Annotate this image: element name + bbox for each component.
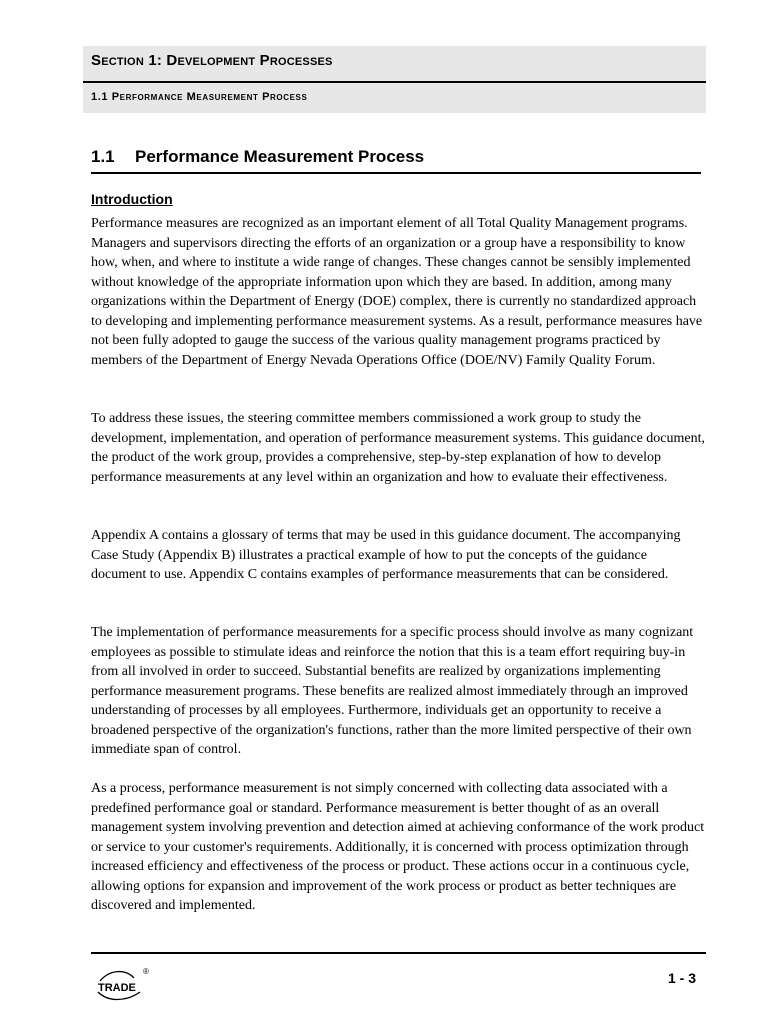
footer-divider xyxy=(91,952,706,954)
page-number: 1 - 3 xyxy=(668,970,697,986)
page-title xyxy=(91,147,701,174)
trade-logo xyxy=(96,964,156,1004)
paragraph-work-group: To address these issues, the steering committee members commissioned a work group to study the development, implementation, and operation of performance measurement systems. This guidance document, the product of the work group, provides a comprehensive, step-by-step explanation of how to develop performance measurements at any level within an organization and how to evaluate their effectiveness. xyxy=(91,411,706,485)
heading-number: 1.1 xyxy=(91,147,115,166)
introduction-heading: Introduction xyxy=(91,191,173,207)
paragraph-process: As a process, performance measurement is not simply concerned with collecting data associated with a predefined performance goal or standard. Performance measurement is better thought of as an overall management system involving prevention and detection aimed at achieving conformance of the work product or service to your customer's requirements. Additionally, it is concerned with process optimization through increased efficiency and effectiveness of the process or product. These actions occur in a continuous cycle, allowing options for expansion and improvement of the work process or product as better techniques are discovered and implemented. xyxy=(91,781,705,913)
section-title: Section 1: Development Processes xyxy=(91,52,333,69)
subsection-title: 1.1 Performance Measurement Process xyxy=(91,91,308,103)
registered-mark: ® xyxy=(143,967,149,976)
logo-text: TRADE xyxy=(98,982,136,994)
header-divider xyxy=(83,81,706,83)
paragraph-implementation: The implementation of performance measurements for a specific process should involve as many cognizant employees as possible to stimulate ideas and reinforce the notion that this is a team effort requiring buy-in from all involved in order to succeed. Substantial benefits are realized by organizations implementing performance measurement programs. These benefits are realized almost immediately through an improved understanding of processes by all employees. Furthermore, individuals get an opportunity to receive a broadened perspective of the organization's functions, rather than the more limited perspective of their own immediate span of control. xyxy=(91,625,694,757)
paragraph-intro: Performance measures are recognized as an important element of all Total Quality Management programs. Managers and supervisors directing the efforts of an organization or a group have a responsibility to know how, when, and where to institute a wide range of changes. These changes cannot be sensibly implemented without knowledge of the appropriate information upon which they are based. In addition, among many organizations within the Department of Energy (DOE) complex, there is currently no standardized approach to developing and implementing performance measurement systems. As a result, performance measures have not been fully adopted to gauge the success of the various quality management programs practiced by members of the Department of Energy Nevada Operations Office (DOE/NV) Family Quality Forum. xyxy=(91,216,703,368)
heading-text: Performance Measurement Process xyxy=(135,147,425,166)
paragraph-appendix: Appendix A contains a glossary of terms that may be used in this guidance document. The accompanying Case Study (Appendix B) illustrates a practical example of how to put the concepts of the guidance document to use. Appendix C contains examples of performance measurements that can be considered. xyxy=(91,528,681,582)
